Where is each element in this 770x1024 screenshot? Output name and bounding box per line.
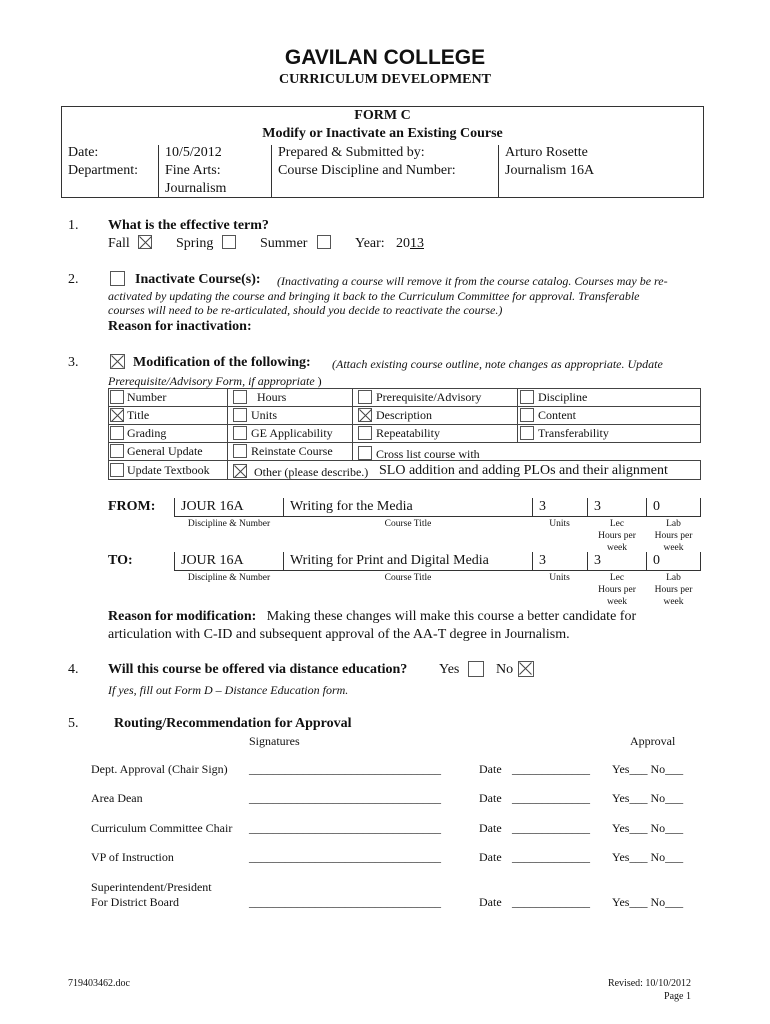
field-separator <box>587 552 588 570</box>
document-subtitle: CURRICULUM DEVELOPMENT <box>279 72 491 87</box>
to-units[interactable]: 3 <box>539 553 546 568</box>
q1-number: 1. <box>68 218 79 233</box>
modification-note-close: ) <box>317 374 322 388</box>
routing-date-label: Date <box>479 850 502 864</box>
to-title[interactable]: Writing for Print and Digital Media <box>290 553 489 568</box>
fall-label: Fall <box>108 236 130 251</box>
number-option: Number <box>127 390 167 404</box>
caption-title: Course Title <box>384 573 432 583</box>
prepared-label: Prepared & Submitted by: <box>278 145 425 160</box>
field-separator <box>532 552 533 570</box>
hours-option: Hours <box>257 390 287 404</box>
caption-lec-line1: Lec <box>609 573 625 583</box>
signature-line[interactable]: ________________________________ <box>249 821 441 835</box>
routing-role-label: Superintendent/President <box>91 880 212 894</box>
signatures-label: Signatures <box>249 734 300 748</box>
caption-lab-line1: Lab <box>666 573 681 583</box>
crosslist-checkbox[interactable] <box>358 446 372 460</box>
no-checkbox[interactable] <box>518 661 534 677</box>
number-checkbox[interactable] <box>110 390 124 404</box>
year-prefix: 20 <box>396 236 410 251</box>
field-separator <box>700 552 701 570</box>
approval-yes-no[interactable]: Yes___ No___ <box>612 821 684 835</box>
signature-line[interactable]: ________________________________ <box>249 791 441 805</box>
routing-role-label: Curriculum Committee Chair <box>91 821 233 835</box>
form-name: FORM C <box>354 108 411 123</box>
field-separator <box>283 552 284 570</box>
modification-note-line2 <box>108 374 322 389</box>
routing-date-line[interactable]: _____________ <box>512 821 590 835</box>
caption-lec <box>587 518 647 554</box>
field-underline <box>174 516 701 517</box>
footer-filename: 719403462.doc <box>68 978 130 989</box>
field-separator <box>532 498 533 516</box>
field-separator <box>587 498 588 516</box>
department-label: Department: <box>68 163 138 178</box>
divider <box>158 145 159 198</box>
fall-checkbox[interactable] <box>138 235 152 249</box>
field-separator <box>283 498 284 516</box>
from-lec[interactable]: 3 <box>594 499 601 514</box>
caption-discipline: Discipline & Number <box>187 519 271 529</box>
ge-checkbox[interactable] <box>233 426 247 440</box>
discipline-checkbox[interactable] <box>520 390 534 404</box>
year-suffix: 13 <box>410 236 424 251</box>
to-label: TO: <box>108 553 133 568</box>
divider <box>498 145 499 198</box>
routing-date-label: Date <box>479 791 502 805</box>
inactivate-note: (Inactivating a course will remove it from the course catalog. Courses may be re- <box>277 274 668 288</box>
modification-reason-text[interactable]: Making these changes will make this course a better candidate for <box>266 609 637 624</box>
q5-number: 5. <box>68 716 79 731</box>
q3-number: 3. <box>68 355 79 370</box>
grading-option: Grading <box>127 426 167 440</box>
inactivate-label: Inactivate Course(s): <box>135 272 261 287</box>
prepared-value: Arturo Rosette <box>505 145 588 160</box>
caption-lec-line2: Hours per <box>598 531 636 541</box>
routing-date-label: Date <box>479 762 502 776</box>
q1-question: What is the effective term? <box>108 218 269 233</box>
inactivate-note-line2: activated by updating the course and bringing it back to the Curriculum Committee for approval. Transferable <box>108 289 640 303</box>
discipline-label: Course Discipline and Number: <box>278 163 456 178</box>
spring-label: Spring <box>176 236 214 251</box>
discipline-option: Discipline <box>538 390 588 404</box>
q5-title: Routing/Recommendation for Approval <box>114 716 352 731</box>
modification-checkbox[interactable] <box>110 354 125 369</box>
college-name: GAVILAN COLLEGE <box>284 46 486 69</box>
footer-revised: Revised: 10/10/2012 <box>607 978 691 989</box>
prereq-checkbox[interactable] <box>358 390 372 404</box>
signature-line[interactable]: ________________________________ <box>249 895 441 909</box>
modification-note: (Attach existing course outline, note changes as appropriate. Update <box>332 357 663 371</box>
field-separator <box>646 552 647 570</box>
caption-units: Units <box>549 519 570 529</box>
other-option: Other (please describe.) <box>254 465 369 479</box>
to-discipline[interactable]: JOUR 16A <box>181 553 244 568</box>
from-label: FROM: <box>108 499 156 514</box>
general-update-option: General Update <box>127 444 203 458</box>
description-option: Description <box>376 408 432 422</box>
caption-lec-line2: Hours per <box>598 585 636 595</box>
yes-checkbox[interactable] <box>468 661 484 677</box>
grading-checkbox[interactable] <box>110 426 124 440</box>
date-value: 10/5/2012 <box>165 145 222 160</box>
field-separator <box>700 498 701 516</box>
field-separator <box>174 498 175 516</box>
caption-lab-line2: Hours per <box>654 531 693 541</box>
q4-question: Will this course be offered via distance education? <box>108 662 408 677</box>
caption-discipline: Discipline & Number <box>187 573 271 583</box>
q4-number: 4. <box>68 662 79 677</box>
repeatability-checkbox[interactable] <box>358 426 372 440</box>
field-separator <box>646 498 647 516</box>
no-label: No <box>496 662 514 677</box>
caption-lab-line1: Lab <box>666 519 681 529</box>
other-description[interactable]: SLO addition and adding PLOs and their alignment <box>379 463 668 478</box>
caption-title: Course Title <box>384 519 432 529</box>
caption-lec-line3: week <box>606 597 628 607</box>
approval-yes-no[interactable]: Yes___ No___ <box>612 791 684 805</box>
year-value[interactable] <box>396 236 424 252</box>
routing-date-label: Date <box>479 821 502 835</box>
inactivate-checkbox[interactable] <box>110 271 125 286</box>
transferability-option: Transferability <box>538 426 609 440</box>
routing-date-line[interactable]: _____________ <box>512 850 590 864</box>
hours-checkbox[interactable] <box>233 390 247 404</box>
repeatability-option: Repeatability <box>376 426 440 440</box>
caption-lec-line3: week <box>606 543 628 553</box>
units-option: Units <box>251 408 278 422</box>
field-separator <box>174 552 175 570</box>
summer-label: Summer <box>260 236 308 251</box>
crosslist-option: Cross list course with <box>376 447 480 461</box>
content-checkbox[interactable] <box>520 408 534 422</box>
modification-label: Modification of the following: <box>133 355 311 370</box>
caption-lec <box>587 572 647 608</box>
transferability-checkbox[interactable] <box>520 426 534 440</box>
reinstate-option: Reinstate Course <box>251 444 333 458</box>
routing-role-label: Area Dean <box>91 791 143 805</box>
date-label: Date: <box>68 145 99 160</box>
department-value: Fine Arts: <box>165 163 221 178</box>
title-option: Title <box>127 408 150 422</box>
ge-option: GE Applicability <box>251 426 333 440</box>
caption-lab-line3: week <box>663 543 684 553</box>
approval-label: Approval <box>630 734 676 748</box>
modification-reason-text-line2[interactable]: articulation with C-ID and subsequent approval of the AA-T degree in Journalism. <box>108 627 570 642</box>
signature-line[interactable]: ________________________________ <box>249 850 441 864</box>
caption-lab <box>646 518 701 554</box>
q4-note: If yes, fill out Form D – Distance Education form. <box>108 683 349 697</box>
caption-units: Units <box>549 573 570 583</box>
caption-lab-line3: week <box>663 597 684 607</box>
spring-checkbox[interactable] <box>222 235 236 249</box>
yes-label: Yes <box>439 662 460 677</box>
inactivate-note-line3: courses will need to be re-articulated, should you decide to reactivate the course.) <box>108 303 503 317</box>
year-label: Year: <box>355 236 385 251</box>
form-purpose: Modify or Inactivate an Existing Course <box>262 126 503 141</box>
description-checkbox[interactable] <box>358 408 372 422</box>
modification-reason-label: Reason for modification: <box>108 609 257 624</box>
modification-note-text: Prerequisite/Advisory Form, if appropriate <box>108 374 315 388</box>
from-lab[interactable]: 0 <box>653 499 660 514</box>
department-value-line2: Journalism <box>165 181 227 196</box>
other-checkbox[interactable] <box>233 464 247 478</box>
general-update-checkbox[interactable] <box>110 444 124 458</box>
content-option: Content <box>538 408 576 422</box>
inactivation-reason-label: Reason for inactivation: <box>108 319 252 334</box>
approval-yes-no[interactable]: Yes___ No___ <box>612 895 684 909</box>
reinstate-checkbox[interactable] <box>233 444 247 458</box>
routing-role-label: Dept. Approval (Chair Sign) <box>91 762 228 776</box>
signature-line[interactable]: ________________________________ <box>249 762 441 776</box>
title-checkbox[interactable] <box>110 408 124 422</box>
footer-page: Page 1 <box>664 991 691 1002</box>
prereq-option: Prerequisite/Advisory <box>376 390 482 404</box>
approval-yes-no[interactable]: Yes___ No___ <box>612 762 684 776</box>
caption-lec-line1: Lec <box>609 519 625 529</box>
routing-date-label: Date <box>479 895 502 909</box>
q2-number: 2. <box>68 272 79 287</box>
from-discipline[interactable]: JOUR 16A <box>181 499 244 514</box>
routing-date-line[interactable]: _____________ <box>512 895 590 909</box>
to-lab[interactable]: 0 <box>653 553 660 568</box>
from-title[interactable]: Writing for the Media <box>290 499 413 514</box>
modification-reason <box>108 609 636 625</box>
update-textbook-checkbox[interactable] <box>110 463 124 477</box>
discipline-value: Journalism 16A <box>505 163 595 178</box>
routing-date-line[interactable]: _____________ <box>512 791 590 805</box>
from-units[interactable]: 3 <box>539 499 546 514</box>
caption-lab <box>646 572 701 608</box>
routing-role-label: VP of Instruction <box>91 850 174 864</box>
caption-lab-line2: Hours per <box>654 585 693 595</box>
units-checkbox[interactable] <box>233 408 247 422</box>
summer-checkbox[interactable] <box>317 235 331 249</box>
update-textbook-option: Update Textbook <box>127 463 210 477</box>
routing-role-label-line2: For District Board <box>91 895 179 909</box>
divider <box>271 145 272 198</box>
approval-yes-no[interactable]: Yes___ No___ <box>612 850 684 864</box>
to-lec[interactable]: 3 <box>594 553 601 568</box>
routing-date-line[interactable]: _____________ <box>512 762 590 776</box>
field-underline <box>174 570 701 571</box>
